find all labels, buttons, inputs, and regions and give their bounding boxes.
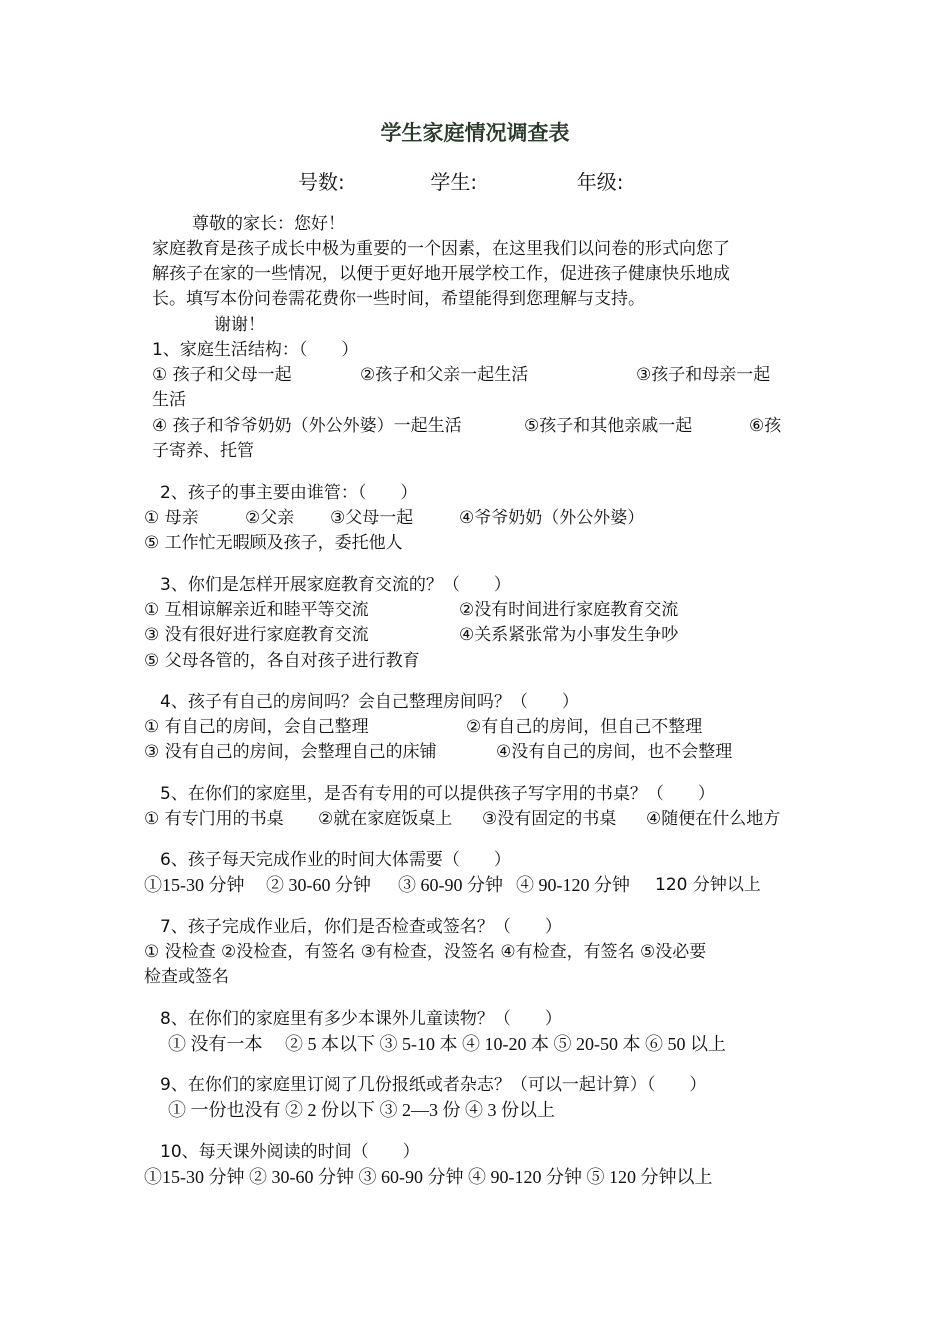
q1-option-1: ① 孩子和父母一起 bbox=[152, 365, 292, 385]
q7-options-line-2: 检查或签名 bbox=[144, 967, 229, 987]
intro-line-2: 解孩子在家的一些情况，以便于更好地开展学校工作，促进孩子健康快乐地成 bbox=[152, 264, 730, 284]
q5-option-4: ④随便在什么地方 bbox=[646, 809, 781, 829]
q3-option-3: ③ 没有很好进行家庭教育交流 bbox=[144, 625, 369, 645]
q5-option-3: ③没有固定的书桌 bbox=[482, 809, 617, 829]
q3-option-5: ⑤ 父母各管的，各自对孩子进行教育 bbox=[144, 651, 420, 671]
question-9: 9、在你们的家庭里订阅了几份报纸或者杂志？（可以一起计算）（ ） bbox=[160, 1075, 707, 1095]
q2-option-4: ④爷爷奶奶（外公外婆） bbox=[459, 508, 645, 528]
header-fields bbox=[298, 166, 623, 195]
q5-option-1: ① 有专门用的书桌 bbox=[144, 809, 284, 829]
q6-option-4: ④ 90-120 分钟 bbox=[516, 875, 630, 895]
question-7: 7、孩子完成作业后，你们是否检查或签名？（ ） bbox=[160, 917, 562, 937]
intro-line-1: 家庭教育是孩子成长中极为重要的一个因素，在这里我们以问卷的形式向您了 bbox=[152, 239, 730, 259]
q1-option-6: ⑥孩 bbox=[749, 416, 782, 436]
question-8: 8、在你们的家庭里有多少本课外儿童读物？（ ） bbox=[160, 1009, 562, 1029]
student-field-label: 学生: bbox=[430, 170, 478, 194]
q6-option-5: 120 分钟以上 bbox=[655, 875, 761, 895]
question-5: 5、在你们的家庭里，是否有专用的可以提供孩子写字用的书桌？（ ） bbox=[160, 784, 715, 804]
greeting: 尊敬的家长：您好！ bbox=[192, 214, 345, 234]
q3-option-1: ① 互相谅解亲近和睦平等交流 bbox=[144, 600, 369, 620]
q2-option-3: ③父母一起 bbox=[330, 508, 414, 528]
q4-option-3: ③ 没有自己的房间，会整理自己的床铺 bbox=[144, 742, 437, 762]
q1-option-3: ③孩子和母亲一起 bbox=[636, 365, 771, 385]
grade-field-label: 年级: bbox=[576, 170, 624, 194]
q4-option-1: ① 有自己的房间，会自己整理 bbox=[144, 717, 369, 737]
q2-option-2: ②父亲 bbox=[245, 508, 295, 528]
q1-option-3-cont: 生活 bbox=[152, 390, 186, 410]
q6-option-1: ①15-30 分钟 bbox=[144, 875, 245, 895]
q4-option-4: ④没有自己的房间，也不会整理 bbox=[496, 742, 733, 762]
question-6: 6、孩子每天完成作业的时间大体需要（ ） bbox=[160, 850, 511, 870]
q2-option-1: ① 母亲 bbox=[144, 508, 199, 528]
number-field-label: 号数: bbox=[298, 170, 345, 194]
q1-option-4: ④ 孩子和爷爷奶奶（外公外婆）一起生活 bbox=[152, 416, 462, 436]
q1-option-5: ⑤孩子和其他亲戚一起 bbox=[524, 416, 693, 436]
q5-option-2: ②就在家庭饭桌上 bbox=[318, 809, 453, 829]
q3-option-4: ④关系紧张常为小事发生争吵 bbox=[459, 625, 679, 645]
q7-options-line-1: ① 没检查 ②没检查，有签名 ③有检查，没签名 ④有检查，有签名 ⑤没必要 bbox=[144, 942, 707, 962]
intro-line-3: 长。填写本份问卷需花费你一些时间，希望能得到您理解与支持。 bbox=[152, 289, 645, 309]
q4-option-2: ②有自己的房间，但自己不整理 bbox=[466, 717, 703, 737]
q6-option-3: ③ 60-90 分钟 bbox=[398, 875, 503, 895]
q8-options: ① 没有一本 ② 5 本以下 ③ 5-10 本 ④ 10-20 本 ⑤ 20-50 本 ⑥ 50 以上 bbox=[168, 1034, 726, 1054]
page-title: 学生家庭情况调查表 bbox=[380, 121, 570, 145]
q10-options: ①15-30 分钟 ② 30-60 分钟 ③ 60-90 分钟 ④ 90-120 分钟 ⑤ 120 分钟以上 bbox=[144, 1167, 713, 1187]
question-2: 2、孩子的事主要由谁管：（ ） bbox=[160, 483, 418, 503]
q6-option-2: ② 30-60 分钟 bbox=[266, 875, 371, 895]
question-3: 3、你们是怎样开展家庭教育交流的？（ ） bbox=[160, 575, 511, 595]
q1-option-6-cont: 子寄养、托管 bbox=[152, 441, 254, 461]
q1-option-2: ②孩子和父亲一起生活 bbox=[360, 365, 529, 385]
thanks: 谢谢！ bbox=[214, 315, 265, 335]
q9-options: ① 一份也没有 ② 2 份以下 ③ 2—3 份 ④ 3 份以上 bbox=[168, 1100, 555, 1120]
question-4: 4、孩子有自己的房间吗？会自己整理房间吗？（ ） bbox=[160, 692, 579, 712]
question-1: 1、家庭生活结构：（ ） bbox=[152, 340, 359, 360]
q2-option-5: ⑤ 工作忙无暇顾及孩子，委托他人 bbox=[144, 533, 403, 553]
question-10: 10、每天课外阅读的时间（ ） bbox=[160, 1142, 420, 1162]
q3-option-2: ②没有时间进行家庭教育交流 bbox=[459, 600, 679, 620]
